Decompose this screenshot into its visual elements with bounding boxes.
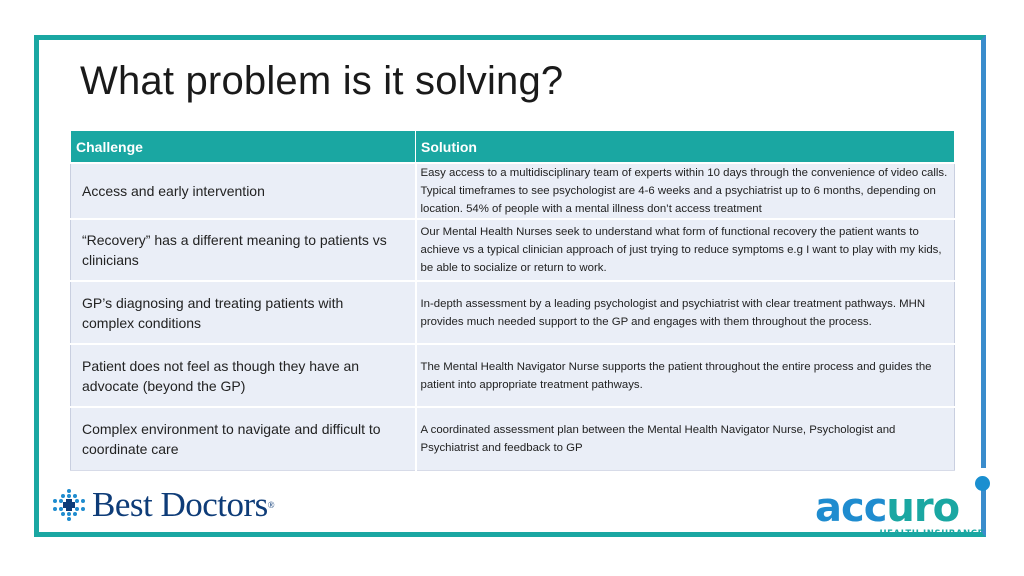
challenge-cell: Complex environment to navigate and difficult to coordinate care [71,407,416,470]
best-doctors-dots-icon [52,488,86,522]
accuro-wordmark: accuro [815,485,960,531]
page-title: What problem is it solving? [80,59,564,103]
solution-cell: In-depth assessment by a leading psychologist and psychiatrist with clear treatment pathways. MHN provides much needed support to the GP and engages with them throughout the process. [416,281,955,344]
table-row [71,344,955,407]
challenge-cell: GP’s diagnosing and treating patients with complex conditions [71,281,416,344]
challenge-cell: Patient does not feel as though they have an advocate (beyond the GP) [71,344,416,407]
challenge-cell: “Recovery” has a different meaning to patients vs clinicians [71,219,416,281]
table-row [71,163,955,219]
solution-cell: The Mental Health Navigator Nurse supports the patient throughout the entire process and guides the patient into appropriate treatment pathways. [416,344,955,407]
header-solution: Solution [416,131,955,164]
challenge-cell: Access and early intervention [71,163,416,219]
table-header-row [71,131,955,164]
solution-cell: A coordinated assessment plan between the Mental Health Navigator Nurse, Psychologist and Psychiatrist and feedback to GP [416,407,955,470]
accuro-logo [815,485,990,539]
solution-cell: Our Mental Health Nurses seek to understand what form of functional recovery the patient wants to achieve vs a typical clinician approach of just trying to reduce symptoms e.g I want to play with my kids, be able to socialize or return to work. [416,219,955,281]
challenge-solution-table [70,130,955,471]
best-doctors-wordmark: Best Doctors® [92,485,275,524]
accuro-tagline: HEALTH INSURANCE [879,529,984,539]
table-row [71,407,955,470]
solution-cell: Easy access to a multidisciplinary team of experts within 10 days through the convenience of video calls. Typical timeframes to see psychologist are 4-6 weeks and a psychiatrist up to 6 months, depending on location. 54% of people with a mental illness don’t access treatment [416,163,955,219]
header-challenge: Challenge [71,131,416,164]
table-row [71,281,955,344]
best-doctors-logo [52,485,274,525]
table-row [71,219,955,281]
